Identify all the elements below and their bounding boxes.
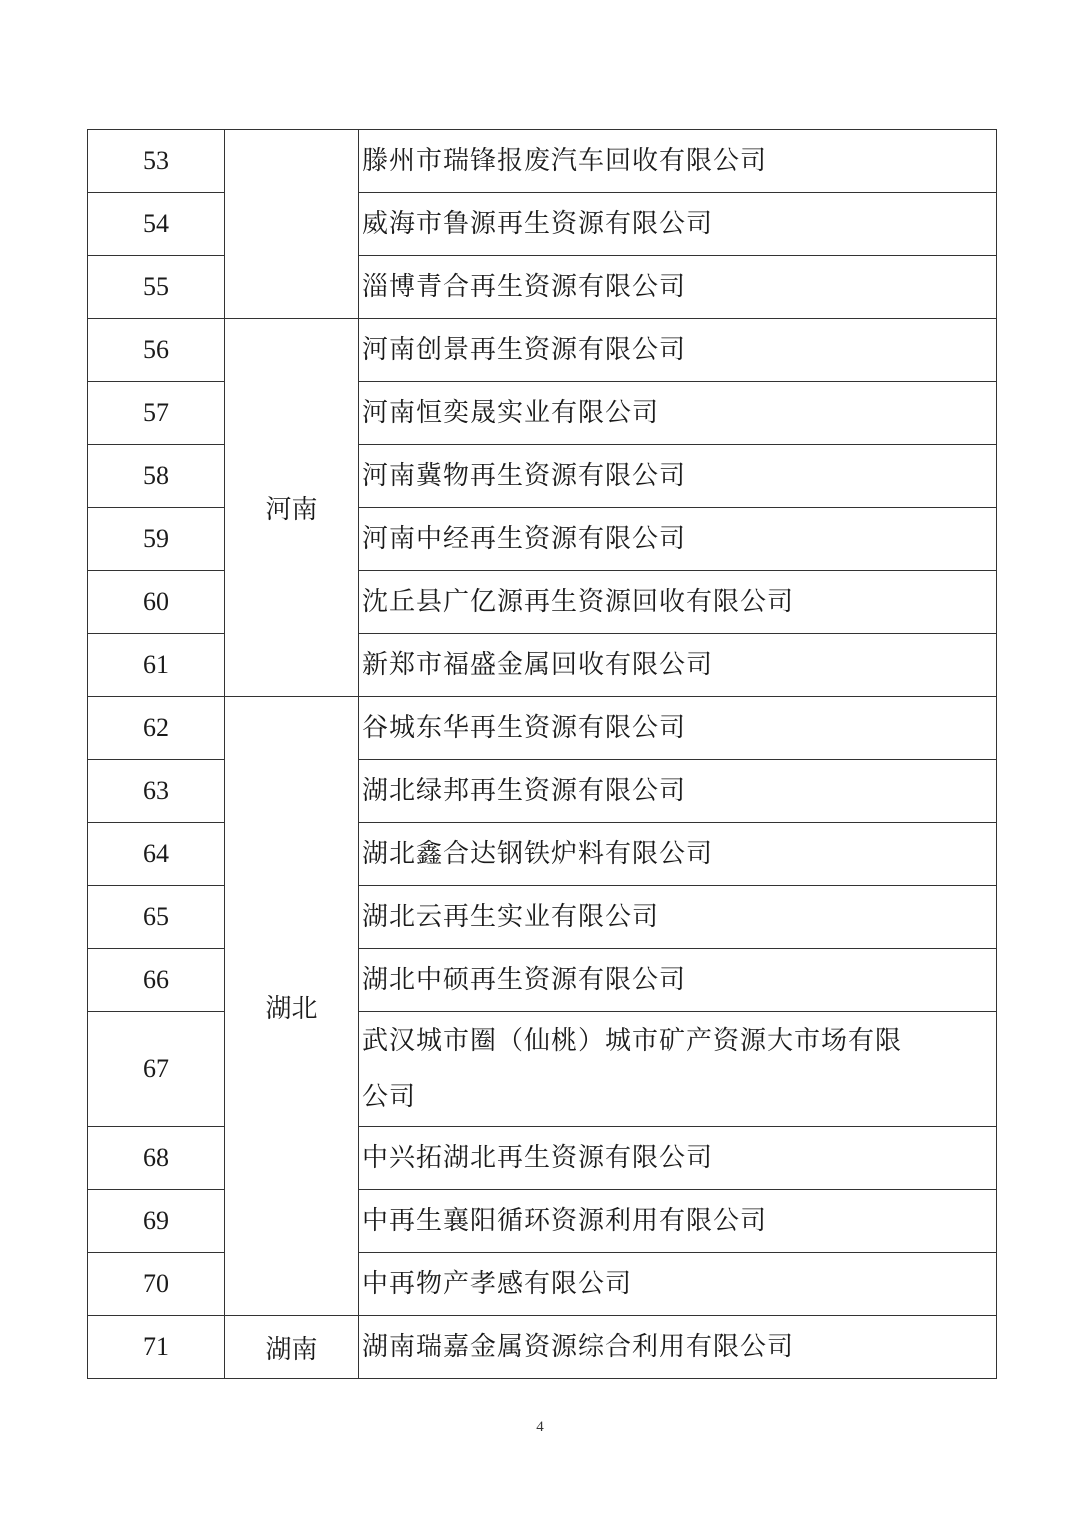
table-row [88,886,997,949]
table-row [88,319,997,382]
table-row [88,1316,997,1379]
company-name: 武汉城市圈（仙桃）城市矿产资源大市场有限公司 [359,1012,997,1127]
company-name: 威海市鲁源再生资源有限公司 [359,193,997,256]
table-row [88,382,997,445]
row-number: 66 [88,949,225,1012]
table-row [88,697,997,760]
company-name: 沈丘县广亿源再生资源回收有限公司 [359,571,997,634]
row-number: 67 [88,1012,225,1127]
row-number: 58 [88,445,225,508]
row-number: 64 [88,823,225,886]
company-name: 湖北云再生实业有限公司 [359,886,997,949]
table-row [88,256,997,319]
row-number: 59 [88,508,225,571]
table-row [88,1012,997,1127]
row-number: 56 [88,319,225,382]
table-row [88,1190,997,1253]
company-table [87,129,997,1379]
company-name: 河南中经再生资源有限公司 [359,508,997,571]
company-name: 湖南瑞嘉金属资源综合利用有限公司 [359,1316,997,1379]
province-cell [225,130,359,319]
company-name: 河南冀物再生资源有限公司 [359,445,997,508]
table-row [88,634,997,697]
company-name: 谷城东华再生资源有限公司 [359,697,997,760]
company-name: 河南恒奕晟实业有限公司 [359,382,997,445]
row-number: 65 [88,886,225,949]
table-row [88,445,997,508]
row-number: 61 [88,634,225,697]
company-name: 滕州市瑞锋报废汽车回收有限公司 [359,130,997,193]
company-name: 中再物产孝感有限公司 [359,1253,997,1316]
row-number: 57 [88,382,225,445]
province-cell: 湖南 [225,1316,359,1379]
row-number: 60 [88,571,225,634]
row-number: 62 [88,697,225,760]
row-number: 55 [88,256,225,319]
page-number: 4 [536,1419,544,1435]
company-name: 湖北绿邦再生资源有限公司 [359,760,997,823]
row-number: 69 [88,1190,225,1253]
table-row [88,1253,997,1316]
row-number: 54 [88,193,225,256]
table-row [88,949,997,1012]
table-row [88,571,997,634]
table-row [88,193,997,256]
company-name: 中兴拓湖北再生资源有限公司 [359,1127,997,1190]
company-name: 湖北鑫合达钢铁炉料有限公司 [359,823,997,886]
row-number: 70 [88,1253,225,1316]
company-name: 中再生襄阳循环资源利用有限公司 [359,1190,997,1253]
table-row [88,130,997,193]
table-row [88,760,997,823]
row-number: 63 [88,760,225,823]
company-name: 湖北中硕再生资源有限公司 [359,949,997,1012]
table-row [88,508,997,571]
province-cell: 河南 [225,319,359,697]
table-row [88,1127,997,1190]
row-number: 53 [88,130,225,193]
company-name: 河南创景再生资源有限公司 [359,319,997,382]
row-number: 68 [88,1127,225,1190]
table-row [88,823,997,886]
company-name: 淄博青合再生资源有限公司 [359,256,997,319]
row-number: 71 [88,1316,225,1379]
province-cell: 湖北 [225,697,359,1316]
company-name: 新郑市福盛金属回收有限公司 [359,634,997,697]
